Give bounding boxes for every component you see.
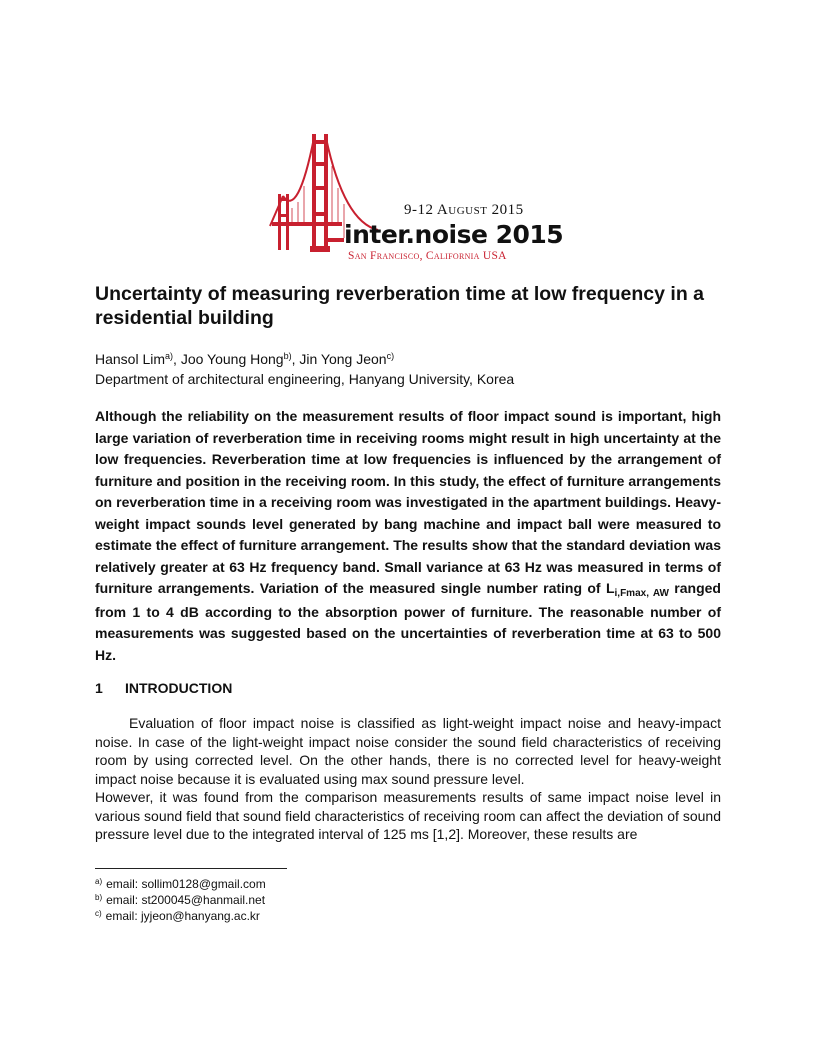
- intro-paragraph-2: However, it was found from the comparison measurements results of same impact noise level in various sound field that sound field characteristics of receiving room can affect the deviation of sound pressure level due to the integrated interval of 125 ms [1,2]. Moreover, these results are: [95, 789, 721, 842]
- footnote-email: email: jyjeon@hanyang.ac.kr: [105, 909, 260, 923]
- section-number: 1: [95, 680, 103, 696]
- conference-location: San Francisco, California USA: [348, 250, 507, 262]
- abstract-text-part2: ranged from 1 to 4 dB according to the absorption power of furniture. The reasonable number of measurements was suggested based on the uncertainties of reverberation time at 63 to 500 Hz.: [95, 580, 721, 663]
- footnote: [95, 908, 266, 924]
- author-separator: ,: [291, 351, 300, 367]
- footnote-email: email: st200045@hanmail.net: [106, 893, 266, 907]
- author-mark: c): [386, 351, 395, 361]
- author-mark: a): [165, 351, 174, 361]
- conference-name: inter.noise 2015: [344, 220, 564, 249]
- footnote: [95, 876, 266, 892]
- footnote-mark: b): [95, 893, 103, 902]
- introduction-body: [95, 714, 721, 844]
- paper-title: Uncertainty of measuring reverberation time at low frequency in a residential building: [95, 283, 704, 329]
- footnote: [95, 892, 266, 908]
- section-title: INTRODUCTION: [125, 680, 233, 696]
- author-mark: b): [283, 351, 292, 361]
- footnote-mark: c): [95, 909, 102, 918]
- section-heading: [95, 680, 232, 696]
- footnote-mark: a): [95, 877, 103, 886]
- conference-logo: [268, 126, 564, 266]
- footnotes: [95, 876, 266, 924]
- author-name: Hansol Lim: [95, 351, 166, 367]
- author-separator: ,: [173, 351, 181, 367]
- abstract-symbol-subscript: i,Fmax, AW: [614, 588, 669, 599]
- footnote-divider: [95, 868, 287, 869]
- intro-paragraph-1: Evaluation of floor impact noise is classified as light-weight impact noise and heavy-impact noise. In case of the light-weight impact noise consider the sound field characteristics of receiving room by using corrected level. On the other hands, there is no corrected level for heavy-weight impact noise because it is evaluated using max sound pressure level.: [95, 715, 721, 787]
- affiliation: Department of architectural engineering, Hanyang University, Korea: [95, 371, 515, 387]
- author-list: [95, 351, 394, 368]
- footnote-email: email: sollim0128@gmail.com: [106, 877, 266, 891]
- abstract: [95, 406, 721, 666]
- abstract-text-part1: Although the reliability on the measurement results of floor impact sound is important, high large variation of reverberation time in receiving rooms might result in high uncertainty at the low frequencies. Reverberation time at low frequencies is influenced by the arrangement of furniture and position in the receiving room. In this study, the effect of furniture arrangements on reverberation time in a receiving room was investigated in the apartment buildings. Heavy-weight impact sounds level generated by bang machine and impact ball were measured to estimate the effect of furniture arrangement. The results show that the standard deviation was relatively greater at 63 Hz frequency band. Small variance at 63 Hz was measured in terms of furniture arrangements. Variation of the measured single number rating of: [95, 408, 721, 596]
- abstract-symbol: L: [605, 580, 615, 596]
- conference-date: 9-12 August 2015: [404, 202, 524, 218]
- author-name: Jin Yong Jeon: [299, 351, 387, 367]
- author-name: Joo Young Hong: [180, 351, 284, 367]
